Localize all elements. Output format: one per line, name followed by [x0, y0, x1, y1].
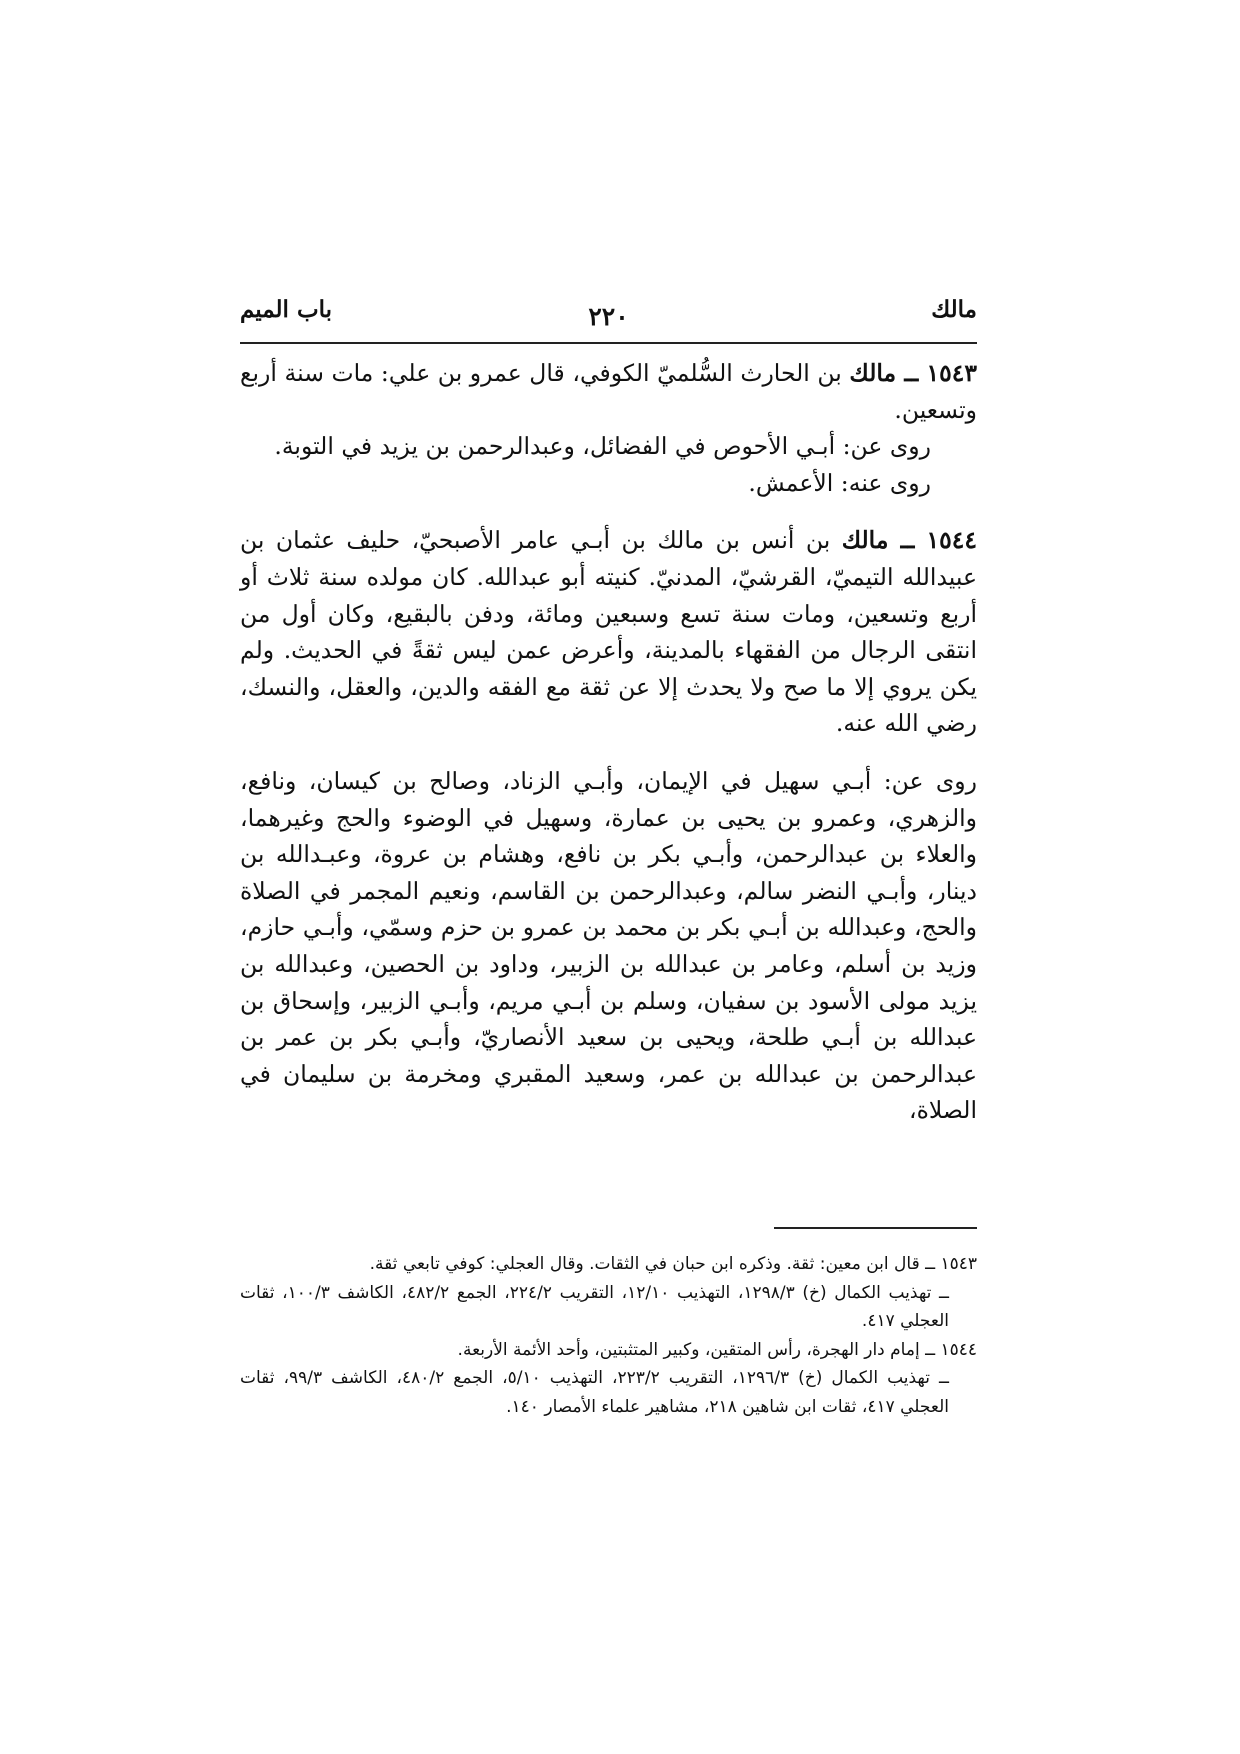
footnote-1543-references: ــ تهذيب الكمال (خ) ١٢٩٨/٣، التهذيب ١٢/١٠، التقريب ٢٢٤/٢، الجمع ٤٨٢/٢، الكاشف ١٠٠/٣، ثقات العجلي ٤١٧. [240, 1282, 949, 1331]
entry-1543 [240, 355, 977, 428]
entry-biography: بن أنس بن مالك بن أبـي عامر الأصبحيّ، حليف عثمان بن عبيدالله التيميّ، القرشيّ، المدنيّ. كنيته أبو عبدالله. كان مولده سنة ثلاث أو أربع وتسعين، ومات سنة تسع وسبعين ومائة، ودفن بالبقيع، وكان أول من انتقى الرجال من الفقهاء بالمدينة، وأعرض عمن ليس ثقةً في الحديث. ولم يكن يروي إلا ما صح ولا يحدث إلا عن ثقة مع الفقه والدين، والعقل، والنسك، رضي الله عنه. [240, 526, 977, 738]
entry-name: مالك [841, 526, 889, 555]
header-chapter-title: باب الميم [240, 296, 333, 323]
entry-1544 [240, 522, 977, 742]
header-entry-name: مالك [931, 296, 977, 323]
entry-number: ١٥٤٤ [926, 526, 977, 555]
paragraph-gap [240, 742, 977, 763]
entry-1543-narrated-from: روى عن: أبـي الأحوص في الفضائل، وعبدالرحمن بن يزيد في التوبة. [274, 432, 931, 461]
running-header [240, 296, 977, 336]
footnote-1543-lead: ١٥٤٣ ــ قال ابن معين: ثقة. وذكره ابن حبان في الثقات. وقال العجلي: كوفي تابعي ثقة. [369, 1254, 977, 1274]
footnote-rule [774, 1227, 977, 1229]
entry-1543-narrated-by: روى عنه: الأعمش. [748, 468, 931, 497]
page-number: ٢٢٠ [588, 302, 629, 331]
footnotes [240, 1250, 977, 1421]
paragraph-gap [240, 501, 977, 522]
main-text [240, 355, 977, 1129]
footnote-1544-lead: ١٥٤٤ ــ إمام دار الهجرة، رأس المتقين، وكبير المتثبتين، وأحد الأئمة الأربعة. [457, 1339, 977, 1360]
entry-1544-narrated-from: روى عن: أبـي سهيل في الإيمان، وأبـي الزناد، وصالح بن كيسان، ونافع، والزهري، وعمرو بن يحيى بن عمارة، وسهيل في الوضوء والحج وغيرهما، والعلاء بن عبدالرحمن، وأبـي بكر بن نافع، وهشام بن عروة، وعبـدالله بن دينار، وأبـي النضر سالم، وعبدالرحمن بن القاسم، ونعيم المجمر في الصلاة والحج، وعبدالله بن أبـي بكر بن محمد بن عمرو بن حزم وسمّي، وأبـي حازم، وزيد بن أسلم، وعامر بن عبدالله بن الزبير، وداود بن الحصين، وعبدالله بن يزيد مولى الأسود بن سفيان، وسلم بن أبـي مريم، وأبـي الزبير، وإسحاق بن عبدالله بن أبـي طلحة، ويحيى بن سعيد الأنصاريّ، وأبـي بكر بن عمر بن عبدالرحمن بن عبدالله بن عمر، وسعيد المقبري ومخرمة بن سليمان في الصلاة، [240, 766, 977, 1125]
header-rule [240, 342, 977, 344]
entry-biography: بن الحارث السُّلميّ الكوفي، قال عمرو بن علي: مات سنة أربع وتسعين. [240, 359, 977, 424]
entry-dash: ــ [896, 359, 927, 387]
entry-name: مالك [849, 359, 897, 387]
footnote-1544-references: ــ تهذيب الكمال (خ) ١٢٩٦/٣، التقريب ٢٢٣/٢، التهذيب ٥/١٠، الجمع ٤٨٠/٢، الكاشف ٩٩/٣، ثقات العجلي ٤١٧، ثقات ابن شاهين ٢١٨، مشاهير علماء الأمصار ١٤٠. [240, 1368, 949, 1417]
entry-dash: ــ [888, 526, 927, 555]
entry-number: ١٥٤٣ [926, 359, 977, 387]
